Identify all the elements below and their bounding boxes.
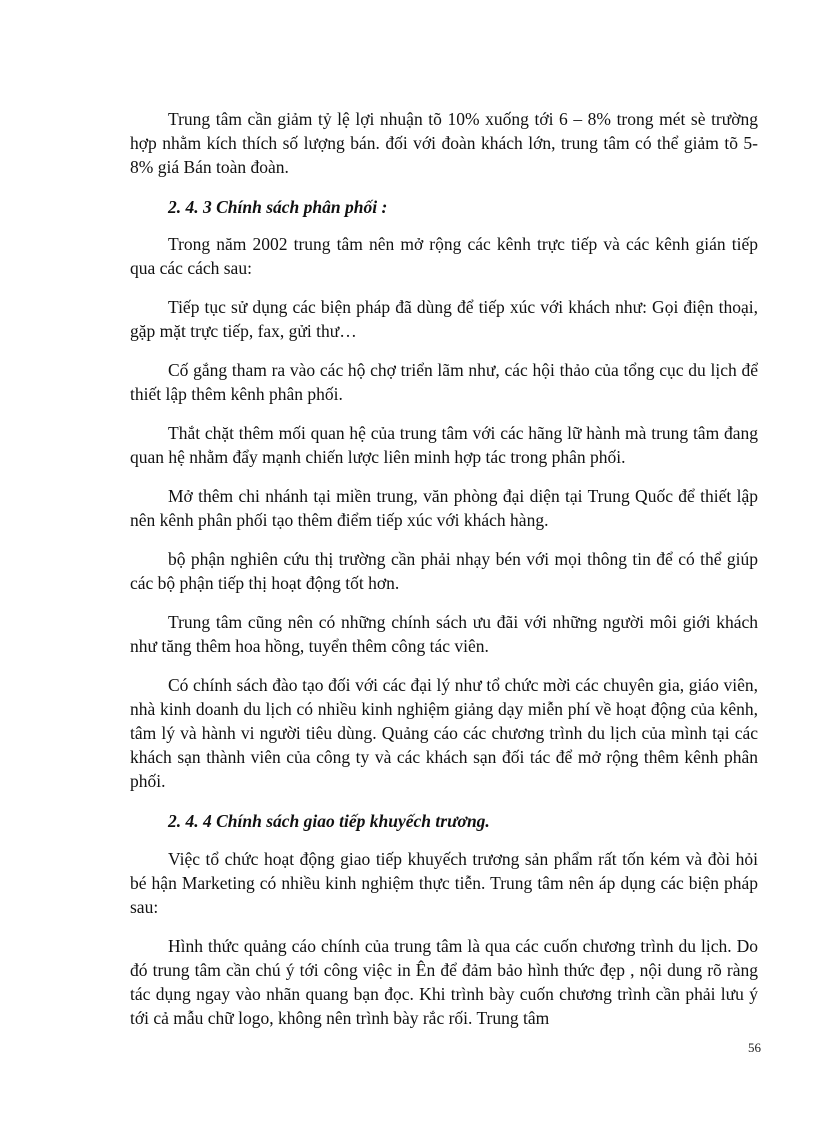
page-body xyxy=(130,107,758,1045)
heading-distribution-policy: 2. 4. 3 Chính sách phân phối : xyxy=(168,197,388,217)
paragraph-promotion-costs: Việc tổ chức hoạt động giao tiếp khuyếch trương sản phẩm rất tốn kém và đòi hỏi bé hận Marketing có nhiều kinh nghiệm thực tiễn. Trung tâm nên áp dụng các biện pháp sau: xyxy=(130,849,758,917)
paragraph-trade-fairs: Cố gắng tham ra vào các hộ chợ triển lãm như, các hội thảo của tổng cục du lịch để thiết lập thêm kênh phân phối. xyxy=(130,360,758,404)
paragraph-new-branches: Mở thêm chi nhánh tại miền trung, văn phòng đại diện tại Trung Quốc để thiết lập nên kênh phân phối tạo thêm điểm tiếp xúc với khách hàng. xyxy=(130,486,758,530)
paragraph-market-research: bộ phận nghiên cứu thị trường cần phải nhạy bén với mọi thông tin để có thể giúp các bộ phận tiếp thị hoạt động tốt hơn. xyxy=(130,549,758,593)
paragraph-expand-channels: Trong năm 2002 trung tâm nên mở rộng các kênh trực tiếp và các kênh gián tiếp qua các cách sau: xyxy=(130,234,758,278)
paragraph-brochure-advertising: Hình thức quảng cáo chính của trung tâm là qua các cuốn chương trình du lịch. Do đó trung tâm cần chú ý tới công việc in Ên để đảm bảo hình thức đẹp , nội dung rõ ràng tác dụng ngay vào nhãn quang bạn đọc. Khi trình bày cuốn chương trình cần phải lưu ý tới cả mẫu chữ logo, không nên trình bày rắc rối. Trung tâm xyxy=(130,936,758,1028)
paragraph-travel-agencies: Thắt chặt thêm mối quan hệ của trung tâm với các hãng lữ hành mà trung tâm đang quan hệ nhằm đẩy mạnh chiến lược liên minh hợp tác trong phân phối. xyxy=(130,423,758,467)
page-number: 56 xyxy=(748,1040,761,1055)
paragraph-contact-methods: Tiếp tục sử dụng các biện pháp đã dùng để tiếp xúc với khách như: Gọi điện thoại, gặp mặt trực tiếp, fax, gửi thư… xyxy=(130,297,758,341)
paragraph-broker-incentives: Trung tâm cũng nên có những chính sách ưu đãi với những người môi giới khách như tăng thêm hoa hồng, tuyển thêm công tác viên. xyxy=(130,612,758,656)
paragraph-agent-training: Có chính sách đào tạo đối với các đại lý như tổ chức mời các chuyên gia, giáo viên, nhà kinh doanh du lịch có nhiều kinh nghiệm giảng dạy miễn phí về hoạt động của kênh, tâm lý và hành vi người tiêu dùng. Quảng cáo các chương trình du lịch của mình tại các khách sạn thành viên của công ty và các khách sạn đối tác để mở rộng thêm kênh phân phối. xyxy=(130,675,758,791)
heading-promotion-policy: 2. 4. 4 Chính sách giao tiếp khuyếch trương. xyxy=(168,811,490,831)
paragraph-profit-margin: Trung tâm cần giảm tỷ lệ lợi nhuận tõ 10% xuống tới 6 – 8% trong mét sè trường hợp nhằm kích thích số lượng bán. đối với đoàn khách lớn, trung tâm có thể giảm tõ 5- 8% giá Bán toàn đoàn. xyxy=(130,109,758,177)
